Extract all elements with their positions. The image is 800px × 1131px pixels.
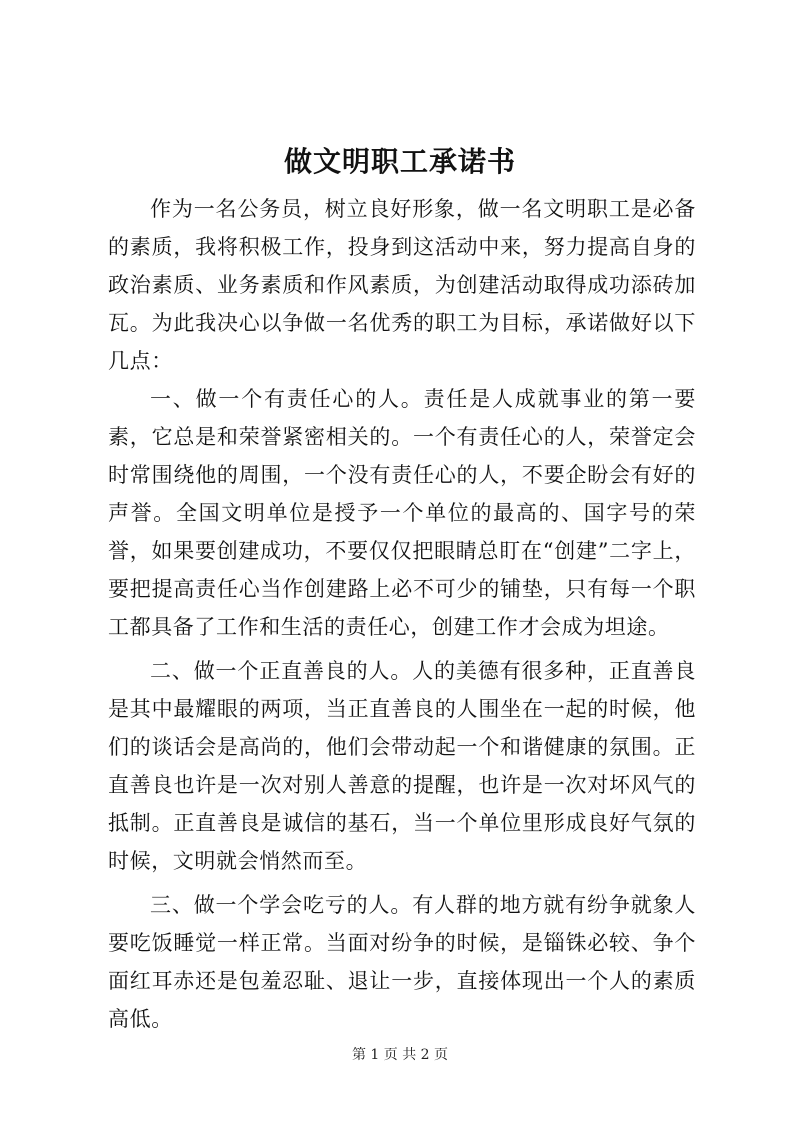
paragraph-point-2: 二、做一个正直善良的人。人的美德有很多种，正直善良是其中最耀眼的两项，当正直善良的人围坐在一起的时候，他们的谈话会是高尚的，他们会带动起一个和谐健康的氛围。正直善良也许是一次对别人善意的提醒，也许是一次对坏风气的抵制。正直善良是诚信的基石，当一个单位里形成良好气氛的时候，文明就会悄然而至。 [108, 659, 696, 873]
paragraph-intro: 作为一名公务员，树立良好形象，做一名文明职工是必备的素质，我将积极工作，投身到这活动中来，努力提高自身的政治素质、业务素质和作风素质，为创建活动取得成功添砖加瓦。为此我决心以争做一名优秀的职工为目标，承诺做好以下几点： [108, 197, 696, 373]
paragraph-point-3: 三、做一个学会吃亏的人。有人群的地方就有纷争就象人要吃饭睡觉一样正常。当面对纷争的时候，是锱铢必较、争个面红耳赤还是包羞忍耻、退让一步，直接体现出一个人的素质高低。 [108, 893, 696, 1031]
paragraph-point-1: 一、做一个有责任心的人。责任是人成就事业的第一要素，它总是和荣誉紧密相关的。一个有责任心的人，荣誉定会时常围绕他的周围，一个没有责任心的人，不要企盼会有好的声誉。全国文明单位是授予一个单位的最高的、国字号的荣誉，如果要创建成功，不要仅仅把眼睛总盯在“创建”二字上，要把提高责任心当作创建路上必不可少的铺垫，只有每一个职工都具备了工作和生活的责任心，创建工作才会成为坦途。 [108, 387, 696, 639]
page-number-footer: 第 1 页 共 2 页 [351, 1047, 449, 1063]
document-body [108, 190, 696, 1038]
document-title: 做文明职工承诺书 [283, 145, 516, 178]
